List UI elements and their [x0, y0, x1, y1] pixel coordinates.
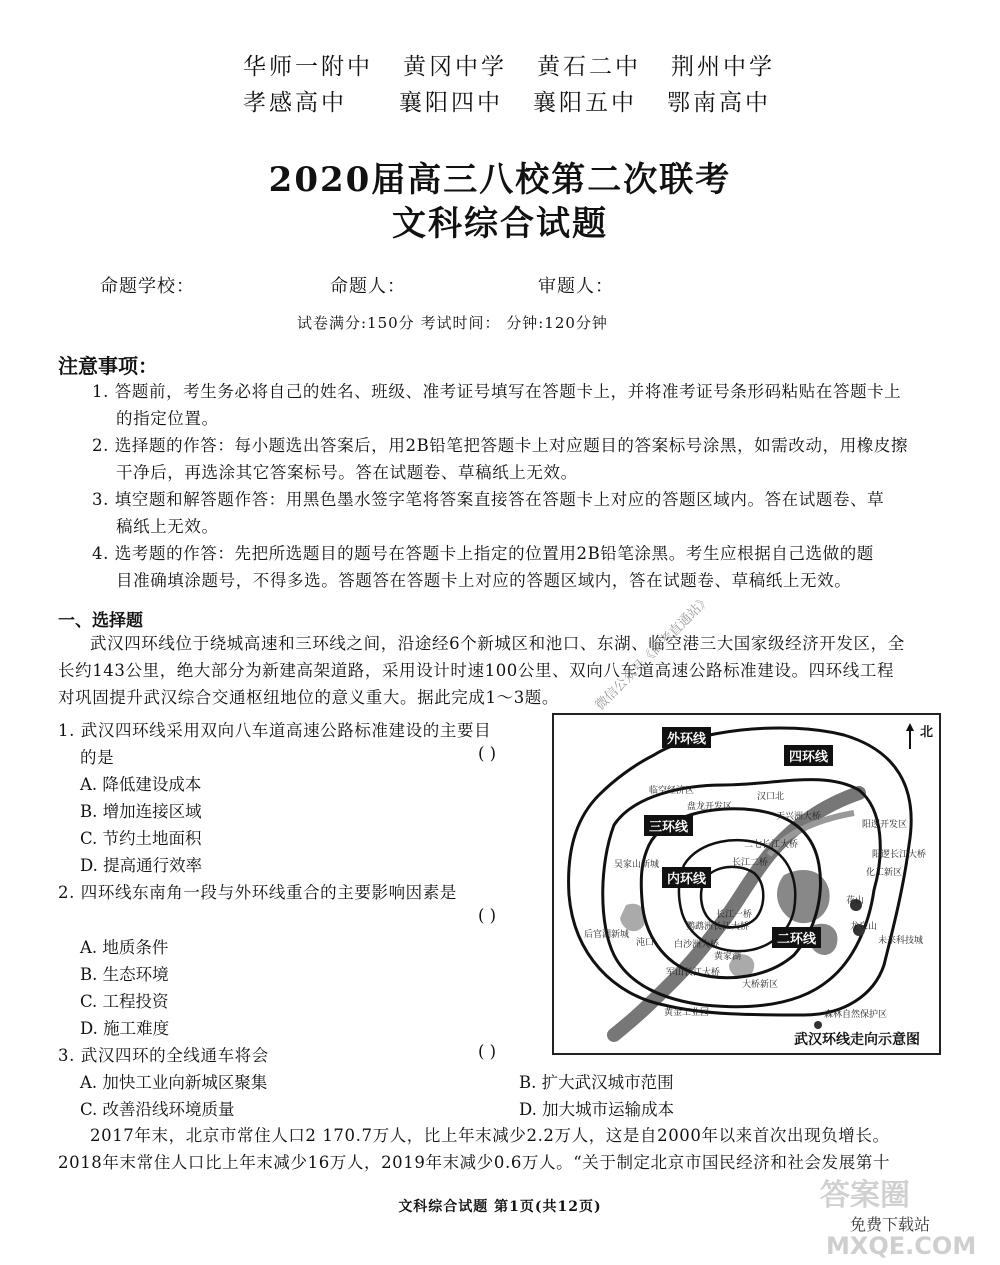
section-heading: 一、选择题: [58, 611, 143, 631]
passage-line: 2017年末，北京市常住人口2 170.7万人，比上年末减少2.2万人，这是自2000年以来首次出现负增长。: [90, 1126, 890, 1145]
question-3-stem: 3. 武汉四环的全线通车将会: [58, 1046, 269, 1065]
north-arrow-head-icon: [906, 723, 914, 731]
question-1-stem: 1. 武汉四环线采用双向八车道高速公路标准建设的主要目: [58, 721, 492, 740]
note-line: 1. 答题前，考生务必将自己的姓名、班级、准考证号填写在答题卡上，并将准考证号条形码粘贴在答题卡上: [92, 382, 902, 401]
map-caption: 武汉环线走向示意图: [794, 1032, 920, 1048]
outer-ring-tag: 外环线: [662, 727, 711, 748]
option-d: D. 加大城市运输成本: [519, 1100, 675, 1119]
passage-line: 长约143公里，绝大部分为新建高架道路，采用设计时速100公里、双向八车道高速公路标准建设。四环线工程: [58, 661, 895, 680]
place-label: 化工新区: [866, 868, 903, 878]
inner-ring-tag: 内环线: [662, 867, 711, 888]
school-name: 襄阳四中: [399, 90, 503, 116]
bridge-label: 鹦鹉洲长江大桥: [686, 922, 750, 932]
place-label: 阳逻开发区: [862, 820, 908, 830]
notes-heading: 注意事项：: [58, 354, 158, 378]
passage-line: 武汉四环线位于绕城高速和三环线之间，沿途经6个新城区和池口、东湖、临空港三大国家级经济开发区，全: [90, 634, 905, 653]
third-ring-tag: 三环线: [644, 815, 693, 836]
option-b: B. 扩大武汉城市范围: [519, 1073, 674, 1092]
bridge-label: 二七长江大桥: [744, 840, 799, 850]
question-1-stem-cont: 的是: [80, 748, 115, 767]
note-item: [92, 540, 952, 594]
note-line: 稿纸上无效。: [116, 517, 219, 536]
school-name: 华师一附中: [243, 54, 373, 80]
note-line: 干净后，再选涂其它答案标号。答在试题卷、草稿纸上无效。: [116, 463, 578, 482]
ring-road-map: [552, 713, 941, 1055]
place-label: 后官湖新城: [584, 930, 630, 940]
place-label: 黄金工业园: [664, 1008, 710, 1018]
legend-label: 森林自然保护区: [824, 1010, 888, 1020]
watermark-text: 微信公众号《高考直通站》: [592, 592, 714, 714]
passage: [58, 630, 948, 711]
meta-author: 命题人：: [330, 276, 406, 297]
option-b: B. 增加连接区域: [80, 802, 202, 821]
bridge-label: 白沙洲大桥: [674, 940, 720, 950]
note-line: 2. 选择题的作答：每小题选出答案后，用2B铅笔把答题卡上对应题目的答案标号涂黑，如需改动，用橡皮擦: [92, 436, 909, 455]
place-label: 沌口: [636, 938, 655, 948]
place-label: 临空经济区: [649, 786, 695, 796]
place-label: 吴家山新城: [614, 860, 660, 870]
option-c: C. 改善沿线环境质量: [80, 1100, 235, 1119]
note-item: [92, 378, 952, 432]
school-name: 襄阳五中: [533, 90, 637, 116]
school-list-row2: [243, 84, 771, 117]
meta-school: 命题学校：: [100, 276, 195, 297]
place-label: 阳逻长江大桥: [872, 850, 927, 860]
note-line: 3. 填空题和解答题作答：用黑色墨水签字笔将答案直接答在答题卡上对应的答题区域内。答在试题卷、草: [92, 490, 885, 509]
watermark-site: MXQE.COM: [826, 1232, 977, 1260]
bridge-label: 长江二桥: [732, 858, 769, 868]
note-line: 的指定位置。: [116, 409, 219, 428]
note-item: [92, 432, 952, 486]
school-list-row1: [243, 48, 775, 81]
place-label: 盘龙开发区: [687, 802, 733, 812]
notes-list: [92, 378, 952, 594]
option-a: A. 地质条件: [80, 938, 169, 957]
watermark-caption: 免费下载站: [850, 1215, 931, 1234]
place-label: 汉口北: [757, 792, 785, 802]
place-label: 龙泉山: [850, 922, 878, 932]
school-name: 孝感高中: [243, 90, 347, 116]
bridge-label: 军山长江大桥: [666, 968, 721, 978]
school-name: 黄石二中: [537, 54, 641, 80]
note-item: [92, 486, 952, 540]
answer-paren: ( ): [478, 744, 497, 763]
passage-line: 对巩固提升武汉综合交通枢纽地位的意义重大。据此完成1～3题。: [58, 688, 559, 707]
exam-subtitle: 文科综合试题: [392, 204, 608, 244]
north-label: 北: [920, 725, 934, 740]
note-line: 4. 选考题的作答：先把所选题目的题号在答题卡上指定的位置用2B铅笔涂黑。考生应根据自己选做的题: [92, 544, 874, 563]
option-d: D. 提高通行效率: [80, 856, 203, 875]
school-name: 鄂南高中: [667, 90, 771, 116]
option-a: A. 加快工业向新城区聚集: [80, 1073, 268, 1092]
question-2-stem: 2. 四环线东南角一段与外环线重合的主要影响因素是: [58, 883, 457, 902]
school-name: 黄冈中学: [403, 54, 507, 80]
option-a: A. 降低建设成本: [80, 775, 202, 794]
place-label: 花山: [846, 896, 865, 906]
passage-line: 2018年末常住人口比上年末减少16万人，2019年末减少0.6万人。“关于制定北京市国民经济和社会发展第十: [58, 1153, 891, 1172]
second-ring-tag: 二环线: [772, 927, 821, 948]
meta-reviewer: 审题人：: [538, 276, 614, 297]
answer-paren: ( ): [478, 1042, 497, 1061]
map-graphic: [554, 715, 939, 1053]
option-d: D. 施工难度: [80, 1019, 170, 1038]
bridge-label: 天兴洲大桥: [776, 812, 822, 822]
meta-score-time: 试卷满分:150分 考试时间： 分钟:120分钟: [297, 314, 608, 332]
exam-title: 2020届高三八校第二次联考: [268, 160, 732, 200]
place-label: 大桥新区: [742, 980, 779, 990]
watermark-logo: 答案圈: [820, 1178, 910, 1213]
passage-2: [58, 1122, 948, 1176]
option-b: B. 生态环境: [80, 965, 169, 984]
fourth-ring-tag: 四环线: [784, 745, 833, 766]
bridge-label: 长江一桥: [716, 910, 753, 920]
answer-paren: ( ): [478, 906, 497, 925]
place-label: 未来科技城: [878, 936, 924, 946]
page-footer: 文科综合试题 第1页(共12页): [398, 1199, 602, 1215]
note-line: 目准确填涂题号，不得多选。答题答在答题卡上对应的答题区域内，答在试题卷、草稿纸上无效。: [116, 571, 852, 590]
option-c: C. 工程投资: [80, 992, 169, 1011]
option-c: C. 节约土地面积: [80, 829, 202, 848]
place-label: 黄家湖: [714, 952, 742, 962]
school-name: 荆州中学: [671, 54, 775, 80]
forest-reserve-icon: [814, 1021, 822, 1029]
